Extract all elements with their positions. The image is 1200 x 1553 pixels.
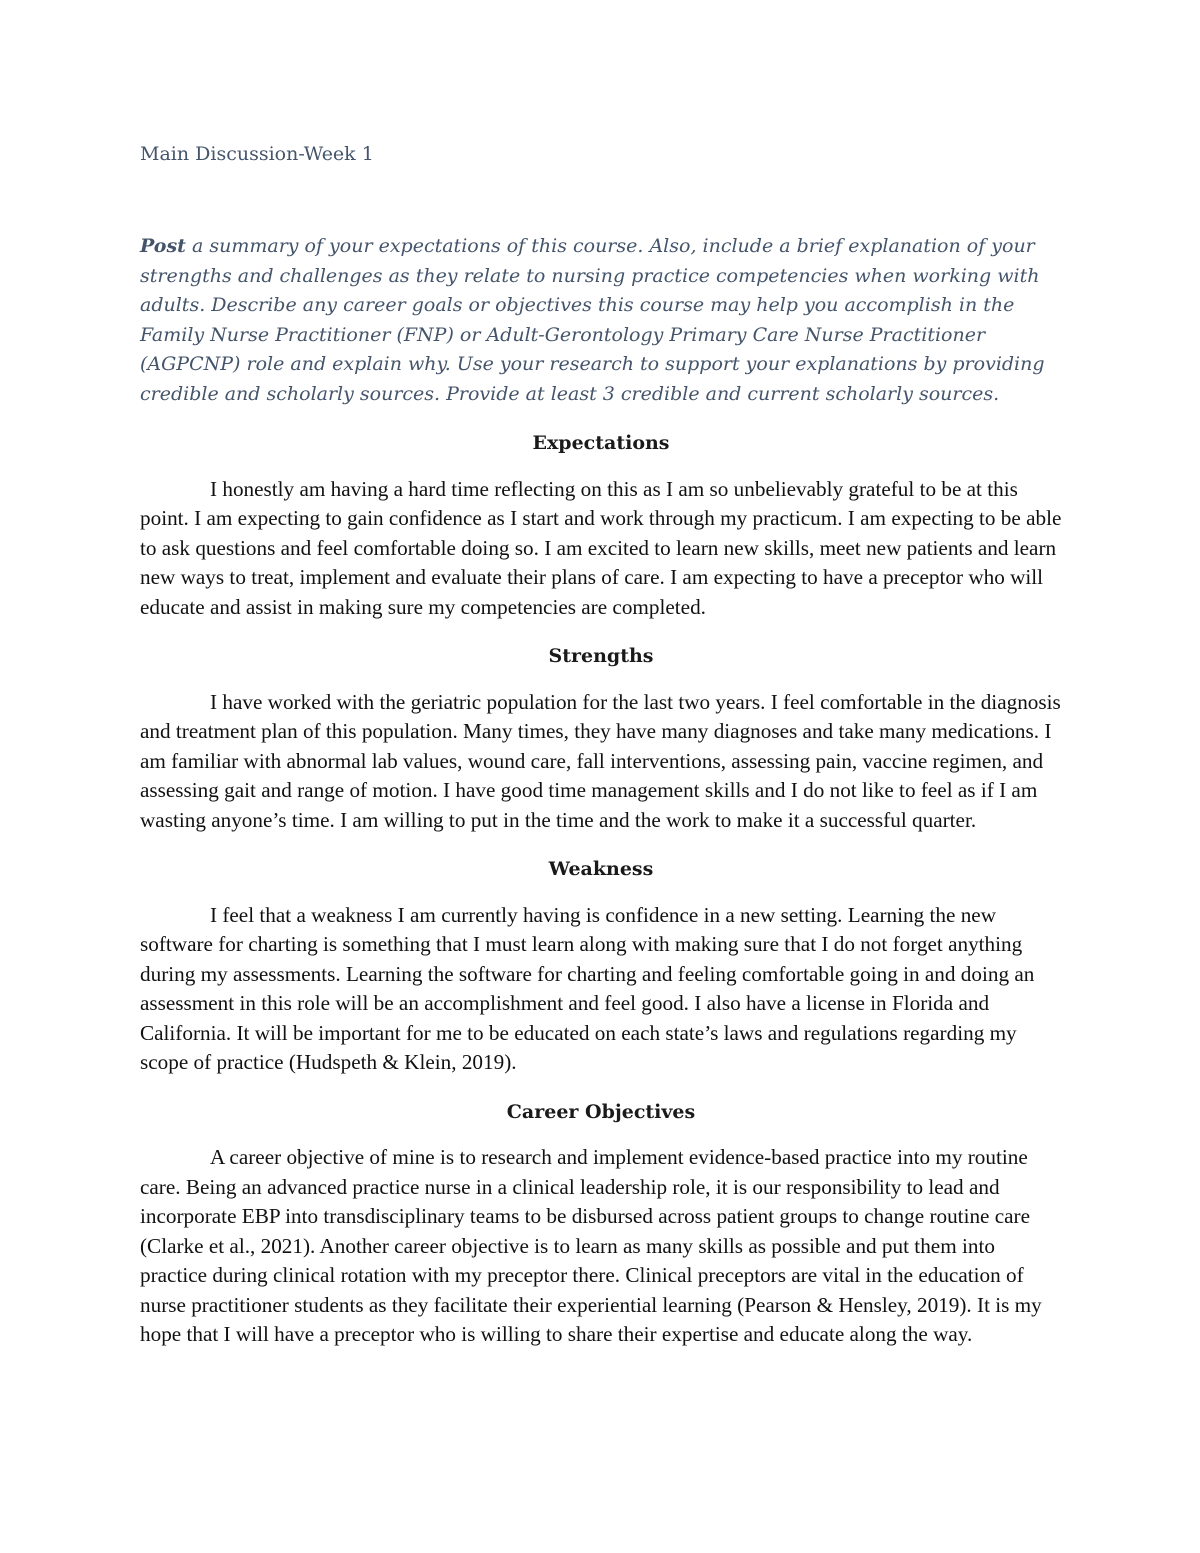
section-body-weakness: I feel that a weakness I am currently having is confidence in a new setting. Learning the new software for charting is something that I must learn along with making sure that I do not forget anything during my assessments. Learning the software for charting and feeling comfortable going in and doing an assessment in this role will be an accomplishment and feel good. I also have a license in Florida and California. It will be important for me to be educated on each state’s laws and regulations regarding my scope of practice (Hudspeth & Klein, 2019). xyxy=(140,902,1035,1074)
section-heading-strengths: Strengths xyxy=(548,645,654,667)
prompt-lead: Post xyxy=(140,235,186,257)
section-body-career-objectives: A career objective of mine is to research and implement evidence-based practice into my routine care. Being an advanced practice nurse in a clinical leadership role, it is our responsibility to lead and incorporate EBP into transdisciplinary teams to be disbursed across patient groups to change routine care (Clarke et al., 2021). Another career objective is to learn as many skills as possible and put them into practice during clinical rotation with my preceptor there. Clinical preceptors are vital in the education of nurse practitioner students as they facilitate their experiential learning (Pearson & Hensley, 2019). It is my hope that I will have a preceptor who is willing to share their expertise and educate along the way. xyxy=(140,1145,1042,1346)
section-heading-weakness: Weakness xyxy=(548,858,654,880)
prompt-text: a summary of your expectations of this course. Also, include a brief explanation of your strengths and challenges as they relate to nursing practice competencies when working with adults. Describe any career goals or objectives this course may help you accomplish in the Family Nurse Practitioner (FNP) or Adult-Gerontology Primary Care Nurse Practitioner (AGPCNP) role and explain why. Use your research to support your explanations by providing credible and scholarly sources. Provide at least 3 credible and current scholarly sources. xyxy=(140,235,1045,405)
document-title: Main Discussion-Week 1 xyxy=(140,143,374,165)
section-career-objectives xyxy=(140,1098,1062,1350)
section-strengths xyxy=(140,642,1062,835)
section-body-expectations: I honestly am having a hard time reflecting on this as I am so unbelievably grateful to be at this point. I am expecting to gain confidence as I start and work through my practicum. I am expecting to be able to ask questions and feel comfortable doing so. I am excited to learn new skills, meet new patients and learn new ways to treat, implement and evaluate their plans of care. I am expecting to have a preceptor who will educate and assist in making sure my competencies are completed. xyxy=(140,476,1062,619)
section-heading-career-objectives: Career Objectives xyxy=(506,1100,696,1123)
section-weakness xyxy=(140,855,1062,1078)
document-content xyxy=(140,140,1062,1350)
section-heading-expectations: Expectations xyxy=(532,432,670,454)
section-expectations xyxy=(140,429,1062,622)
assignment-prompt xyxy=(140,232,1062,409)
section-body-strengths: I have worked with the geriatric population for the last two years. I feel comfortable in the diagnosis and treatment plan of this population. Many times, they have many diagnoses and take many medications. I am familiar with abnormal lab values, wound care, fall interventions, assessing pain, vaccine regimen, and assessing gait and range of motion. I have good time management skills and I do not like to feel as if I am wasting anyone’s time. I am willing to put in the time and the work to make it a successful quarter. xyxy=(140,689,1061,832)
